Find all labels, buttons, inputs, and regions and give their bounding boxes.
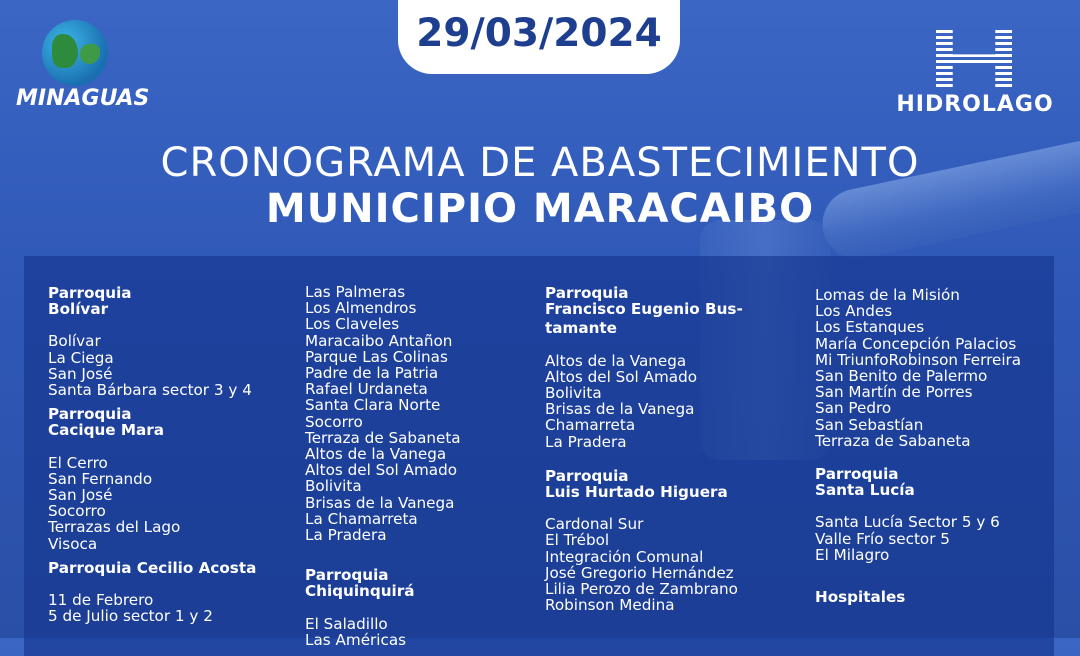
list-item: Bolívar: [48, 332, 101, 351]
list-item: Santa Bárbara sector 3 y 4: [48, 381, 252, 400]
list-item: Socorro: [305, 412, 363, 431]
list-item: Altos del Sol Amado: [305, 461, 458, 480]
list-item: Brisas de la Vanega: [305, 493, 455, 512]
list-item: San Pedro: [815, 399, 892, 418]
list-item: El Milagro: [815, 545, 890, 564]
list-item: Maracaibo Antañon: [305, 331, 453, 350]
list-item: Cardonal Sur: [545, 515, 644, 534]
list-item: La Pradera: [545, 432, 627, 451]
parish-name: Cacique Mara: [48, 421, 164, 440]
list-item: Visoca: [48, 534, 98, 553]
list-item: La Ciega: [48, 348, 114, 367]
list-item: María Concepción Palacios: [815, 334, 1017, 353]
parish-label: Parroquia: [305, 566, 389, 585]
list-item: Los Almendros: [305, 299, 417, 318]
list-item: El Trébol: [545, 531, 610, 550]
date-text: 29/03/2024: [416, 11, 662, 56]
page-subtitle: MUNICIPIO MARACAIBO: [265, 186, 815, 232]
parish-name: Francisco Eugenio Bus-: [545, 300, 743, 319]
list-item: José Gregorio Hernández: [545, 563, 734, 582]
list-item: San Martín de Porres: [815, 383, 973, 402]
list-item: Altos de la Vanega: [305, 445, 447, 464]
list-item: Terrazas del Lago: [48, 518, 181, 537]
list-item: Santa Lucía Sector 5 y 6: [815, 513, 1000, 532]
hidrolago-h-icon: [936, 30, 1012, 88]
page-title: CRONOGRAMA DE ABASTECIMIENTO: [160, 140, 920, 186]
parish-name-continued: tamante: [545, 319, 617, 338]
parish-title: Parroquia Cecilio Acosta: [48, 558, 257, 577]
list-item: La Chamarreta: [305, 509, 418, 528]
list-item: La Pradera: [305, 526, 387, 545]
list-item: Lilia Perozo de Zambrano: [545, 580, 738, 599]
list-item: Las Palmeras: [305, 283, 406, 301]
list-item: El Saladillo: [305, 614, 388, 633]
list-item: Los Estanques: [815, 318, 925, 337]
parish-name: Santa Lucía: [815, 481, 915, 500]
parish-name: Luis Hurtado Higuera: [545, 483, 728, 502]
list-item: Bolivita: [305, 477, 362, 496]
parish-label: Parroquia: [48, 284, 132, 302]
hospitals-heading: Hospitales: [815, 588, 906, 607]
list-item: San Benito de Palermo: [815, 367, 988, 386]
hidrolago-logo: [880, 30, 1070, 120]
list-item: Los Andes: [815, 302, 893, 321]
list-item: San José: [48, 486, 113, 505]
list-item: Lomas de la Misión: [815, 286, 960, 304]
column-4: [815, 287, 1021, 605]
list-item: Terraza de Sabaneta: [305, 428, 461, 447]
parish-label: Parroquia: [545, 466, 629, 485]
list-item: 11 de Febrero: [48, 591, 154, 610]
list-item: Brisas de la Vanega: [545, 400, 695, 419]
list-item: Bolivita: [545, 384, 602, 403]
list-item: Padre de la Patria: [305, 364, 439, 383]
parish-name: Chiquinquirá: [305, 582, 415, 601]
parish-label: Parroquia: [545, 284, 629, 302]
list-item: Socorro: [48, 502, 106, 521]
column-2: [305, 284, 461, 648]
list-item: Las Américas: [305, 630, 407, 649]
parish-label: Parroquia: [48, 405, 132, 424]
list-item: Terraza de Sabaneta: [815, 431, 971, 450]
schedule-panel: [24, 256, 1054, 656]
list-item: Integración Comunal: [545, 547, 704, 566]
list-item: San Sebastían: [815, 415, 924, 434]
list-item: Chamarreta: [545, 416, 636, 435]
parish-label: Parroquia: [815, 465, 899, 484]
list-item: Altos de la Vanega: [545, 351, 687, 370]
list-item: Mi TriunfoRobinson Ferreira: [815, 350, 1022, 369]
list-item: Santa Clara Norte: [305, 396, 441, 415]
column-1: [48, 285, 256, 624]
hidrolago-logo-text: HIDROLAGO: [896, 92, 1054, 117]
globe-icon: [42, 20, 108, 86]
date-badge: [398, 0, 680, 74]
list-item: San Fernando: [48, 469, 153, 488]
list-item: Parque Las Colinas: [305, 347, 448, 366]
column-3: [545, 285, 743, 613]
parish-name: Bolívar: [48, 300, 109, 319]
list-item: Valle Frío sector 5: [815, 529, 950, 548]
minaguas-logo-text: MINAGUAS: [16, 86, 150, 111]
list-item: Los Claveles: [305, 315, 400, 334]
list-item: Rafael Urdaneta: [305, 380, 428, 399]
list-item: San José: [48, 364, 113, 383]
minaguas-logo: [16, 20, 150, 120]
list-item: Altos del Sol Amado: [545, 367, 698, 386]
list-item: El Cerro: [48, 453, 108, 472]
list-item: Robinson Medina: [545, 596, 675, 615]
list-item: 5 de Julio sector 1 y 2: [48, 607, 213, 626]
